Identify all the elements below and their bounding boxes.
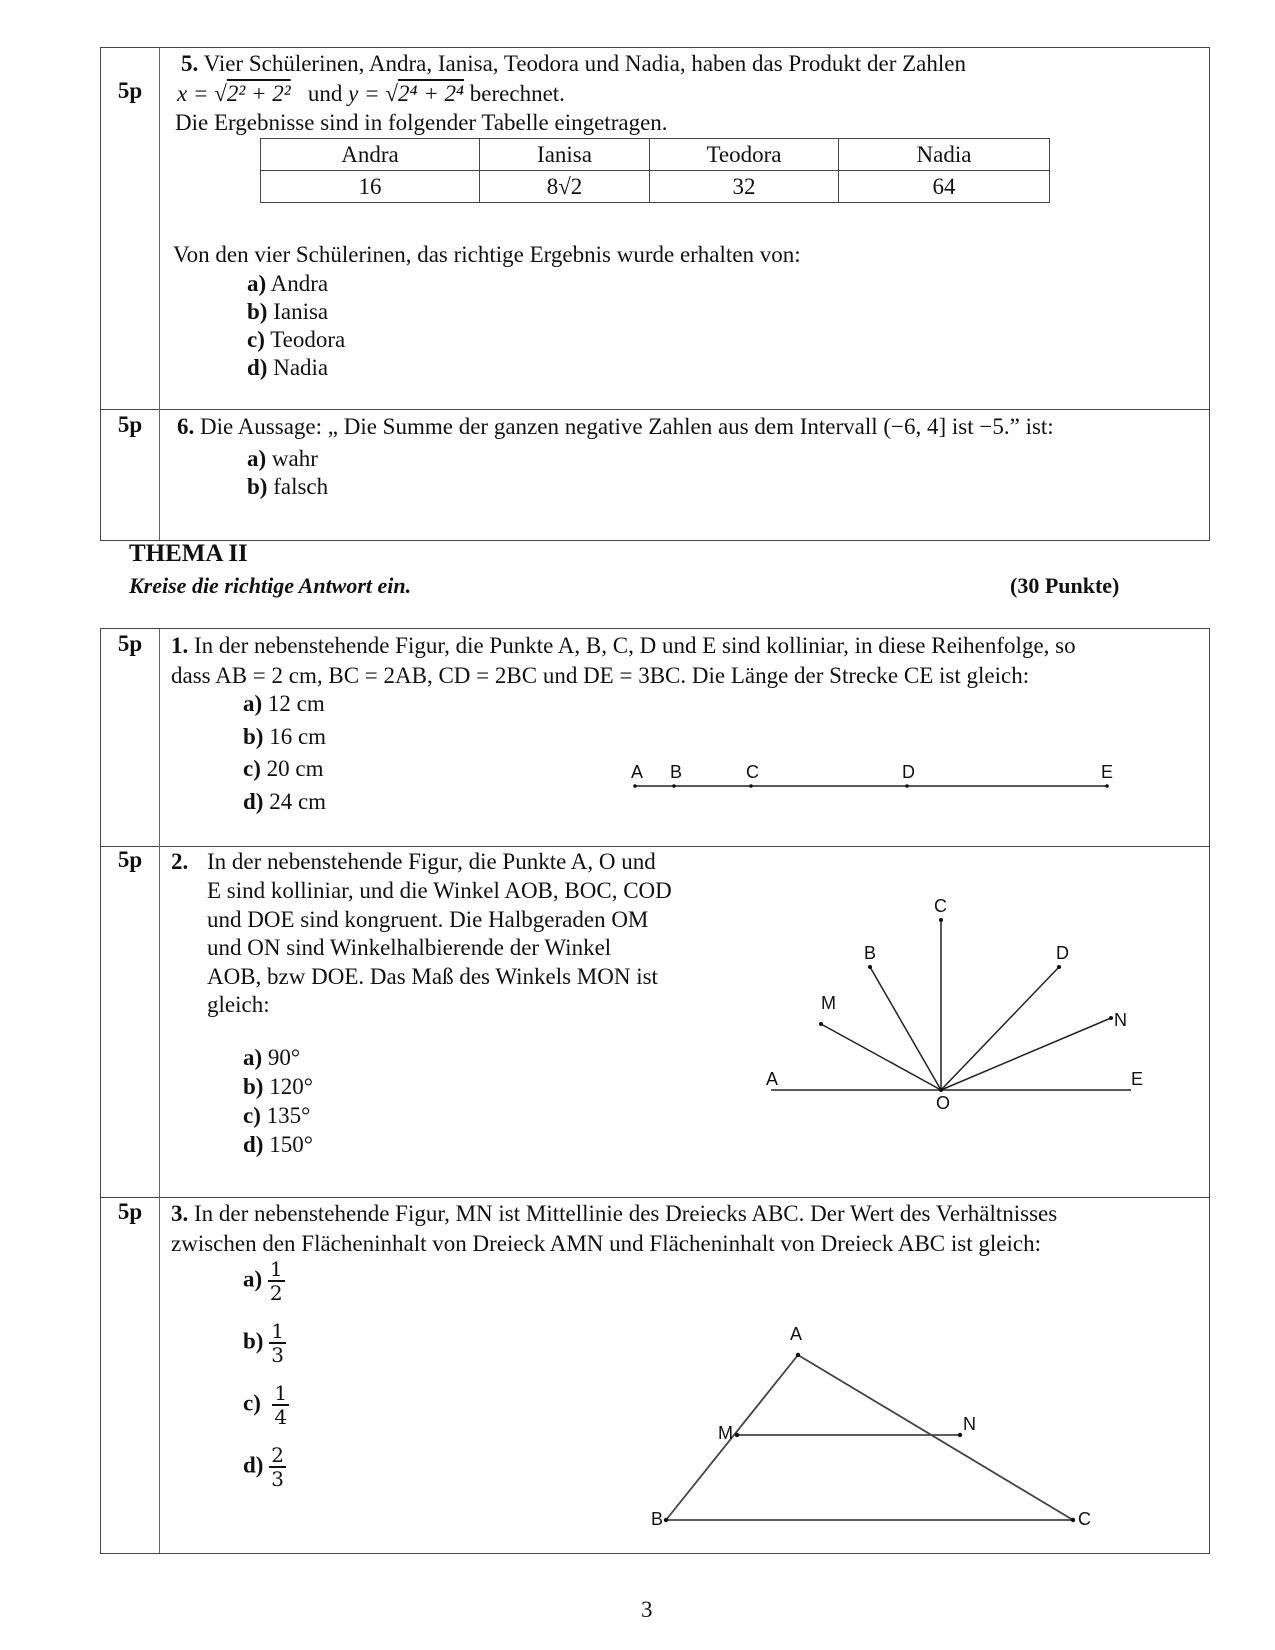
option-a[interactable]: a) Andra xyxy=(247,271,329,296)
option-b[interactable]: b) Ianisa xyxy=(247,299,329,324)
table-header: Teodora xyxy=(650,139,839,171)
point-label-b: B xyxy=(864,943,877,963)
point-label-c: C xyxy=(746,762,759,782)
points-label: 5p xyxy=(117,412,143,437)
option-b[interactable]: b) 120° xyxy=(243,1074,313,1099)
table-header: Andra xyxy=(261,139,480,171)
point-label-o: O xyxy=(936,1093,951,1113)
point-label-e: E xyxy=(1101,762,1114,782)
point-label-d: D xyxy=(1056,943,1069,963)
section-title: THEMA II xyxy=(129,540,248,567)
option-c[interactable]: c) 135° xyxy=(243,1103,311,1128)
column-divider xyxy=(159,48,160,409)
column-divider xyxy=(159,1196,160,1553)
points-label: 5p xyxy=(117,631,143,656)
column-divider xyxy=(159,408,160,540)
point-label-c: C xyxy=(1078,1509,1091,1529)
table-cell: 32 xyxy=(650,171,839,203)
column-divider xyxy=(159,845,160,1197)
option-d[interactable]: d) $\frac{2}{3}$ xyxy=(243,1443,284,1491)
question-1-line2: dass AB = 2 cm, BC = 2AB, CD = 2BC und DE = 3BC. Die Länge der Strecke CE ist gleich: xyxy=(171,663,1030,688)
points-label: 5p xyxy=(117,847,143,872)
question-6-text: 6. Die Aussage: „ Die Summe der ganzen negative Zahlen aus dem Intervall (−6, 4] ist −5.” ist: xyxy=(177,414,1054,439)
question-2-line: und DOE sind kongruent. Die Halbgeraden OM xyxy=(207,907,649,932)
page-number: 3 xyxy=(641,1597,653,1622)
option-a[interactable]: a) 12 cm xyxy=(243,691,325,716)
point-label-a: A xyxy=(790,1324,803,1344)
question-2-number: 2. xyxy=(171,849,189,874)
results-table xyxy=(260,138,1050,203)
question-2-line: E sind kolliniar, und die Winkel AOB, BOC, COD xyxy=(207,878,672,903)
table-header: Nadia xyxy=(839,139,1050,171)
option-c[interactable]: c) Teodora xyxy=(247,327,346,352)
option-b[interactable]: b) falsch xyxy=(247,474,329,499)
thema2-question-2-box xyxy=(100,845,1210,1198)
section-instruction: Kreise die richtige Antwort ein. xyxy=(129,573,412,598)
table-header: Ianisa xyxy=(480,139,650,171)
point-label-a: A xyxy=(766,1069,779,1089)
question-number: 1. xyxy=(171,633,189,658)
collinear-points-figure xyxy=(621,759,1141,789)
point-label-d: D xyxy=(902,762,915,782)
option-d[interactable]: d) 24 cm xyxy=(243,789,327,814)
option-d[interactable]: d) 150° xyxy=(243,1132,313,1157)
table-cell: 64 xyxy=(839,171,1050,203)
point-label-m: M xyxy=(821,993,836,1013)
question-5-prompt: Von den vier Schülerinen, das richtige Ergebnis wurde erhalten von: xyxy=(173,242,801,267)
option-c[interactable]: c) $\frac{1}{4}$ xyxy=(243,1381,288,1429)
question-number: 5. xyxy=(181,51,199,76)
thema2-question-1-box xyxy=(100,628,1210,847)
question-3-line1: 3. In der nebenstehende Figur, MN ist Mittellinie des Dreiecks ABC. Der Wert des Verhältnisses xyxy=(171,1201,1058,1226)
table-row xyxy=(261,171,1050,203)
point-label-n: N xyxy=(1114,1010,1127,1030)
angles-figure xyxy=(741,905,1161,1125)
question-5-line1: 5. Vier Schülerinen, Andra, Ianisa, Teodora und Nadia, haben das Produkt der Zahlen xyxy=(181,51,966,76)
table-cell: 8√2 xyxy=(480,171,650,203)
formula-y: y = √2⁴ + 2⁴ xyxy=(348,81,465,106)
point-label-e: E xyxy=(1131,1069,1144,1089)
question-number: 3. xyxy=(171,1201,189,1226)
option-a[interactable]: a) wahr xyxy=(247,446,318,471)
triangle-figure xyxy=(541,1336,1101,1536)
question-5-line2: x = √2² + 2² und y = √2⁴ + 2⁴ berechnet. xyxy=(177,81,565,106)
question-2-line: AOB, bzw DOE. Das Maß des Winkels MON ist xyxy=(207,964,658,989)
fraction: $\frac{1}{2}$ xyxy=(269,1257,283,1305)
table-header-row xyxy=(261,139,1050,171)
table-cell: 16 xyxy=(261,171,480,203)
option-b[interactable]: b) 16 cm xyxy=(243,724,327,749)
thema2-question-3-box xyxy=(100,1196,1210,1554)
question-2-line: und ON sind Winkelhalbierende der Winkel xyxy=(207,935,612,960)
option-a[interactable]: a) 90° xyxy=(243,1045,301,1070)
option-a[interactable]: a) $\frac{1}{2}$ xyxy=(243,1257,283,1305)
section-points: (30 Punkte) xyxy=(1010,573,1120,598)
point-label-b: B xyxy=(651,1509,664,1529)
question-6-box xyxy=(100,408,1210,541)
points-label: 5p xyxy=(117,78,143,103)
fraction: $\frac{1}{4}$ xyxy=(274,1381,288,1429)
option-d[interactable]: d) Nadia xyxy=(247,355,329,380)
formula-x: x = √2² + 2² xyxy=(177,81,291,106)
question-2-line: In der nebenstehende Figur, die Punkte A, O und xyxy=(207,849,656,874)
column-divider xyxy=(159,629,160,846)
option-b[interactable]: b) $\frac{1}{3}$ xyxy=(243,1319,284,1367)
option-c[interactable]: c) 20 cm xyxy=(243,756,324,781)
question-3-line2: zwischen den Flächeninhalt von Dreieck AMN und Flächeninhalt von Dreieck ABC ist gleich: xyxy=(171,1231,1041,1256)
point-label-n: N xyxy=(963,1414,976,1434)
question-2-line: gleich: xyxy=(207,992,270,1017)
point-label-b: B xyxy=(670,762,683,782)
question-number: 6. xyxy=(177,414,195,439)
fraction: $\frac{1}{3}$ xyxy=(271,1319,284,1367)
question-1-line1: 1. In der nebenstehende Figur, die Punkte A, B, C, D und E sind kolliniar, in diese Reihenfolge, so xyxy=(171,633,1076,658)
point-label-c: C xyxy=(934,896,947,916)
point-label-m: M xyxy=(718,1423,733,1443)
question-5-box xyxy=(100,47,1210,410)
point-label-a: A xyxy=(631,762,644,782)
question-5-line3: Die Ergebnisse sind in folgender Tabelle eingetragen. xyxy=(175,110,668,135)
points-label: 5p xyxy=(117,1199,143,1224)
fraction: $\frac{2}{3}$ xyxy=(271,1443,284,1491)
